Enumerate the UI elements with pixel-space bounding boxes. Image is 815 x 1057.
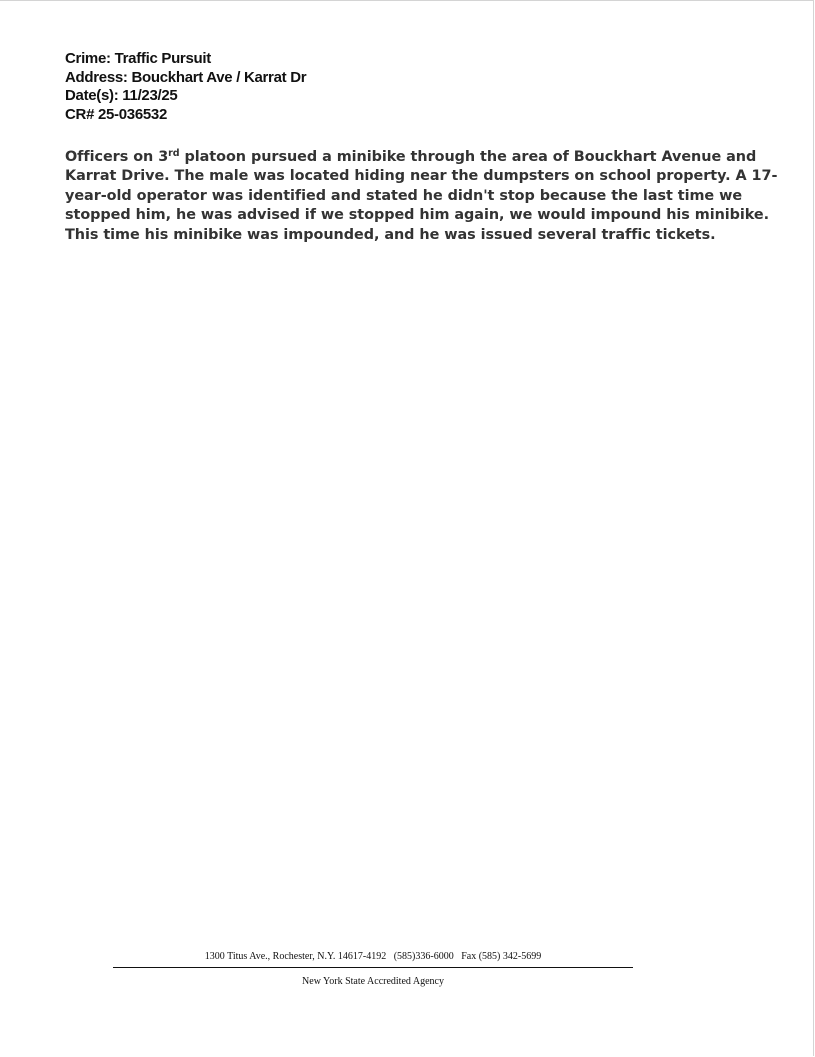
footer-agency-accreditation: New York State Accredited Agency [302,976,444,987]
narrative-line: Karrat Drive. The male was located hiding near the dumpsters on school property. A 17- [65,168,778,185]
footer-divider [113,967,633,968]
narrative-line1-prefix: Officers on 3 [65,149,169,165]
incident-narrative [65,148,778,245]
case-report-number: CR# 25-036532 [65,105,168,123]
narrative-line [65,148,757,167]
narrative-line: This time his minibike was impounded, and he was issued several traffic tickets. [65,226,716,243]
crime-type: Crime: Traffic Pursuit [65,50,211,67]
narrative-line: year-old operator was identified and stated he didn't stop because the last time we [65,187,743,204]
ordinal-superscript: rd [168,148,180,159]
incident-address: Address: Bouckhart Ave / Karrat Dr [65,68,307,86]
incident-dates: Date(s): 11/23/25 [65,87,178,105]
report-header [65,50,306,124]
narrative-line1-suffix: platoon pursued a minibike through the area of Bouckhart Avenue and [179,149,757,165]
footer-address: 1300 Titus Ave., Rochester, N.Y. 14617-4192 (585)336-6000 Fax (585) 342-5699 [204,951,542,962]
narrative-line: stopped him, he was advised if we stopped him again, we would impound his minibike. [65,207,770,224]
